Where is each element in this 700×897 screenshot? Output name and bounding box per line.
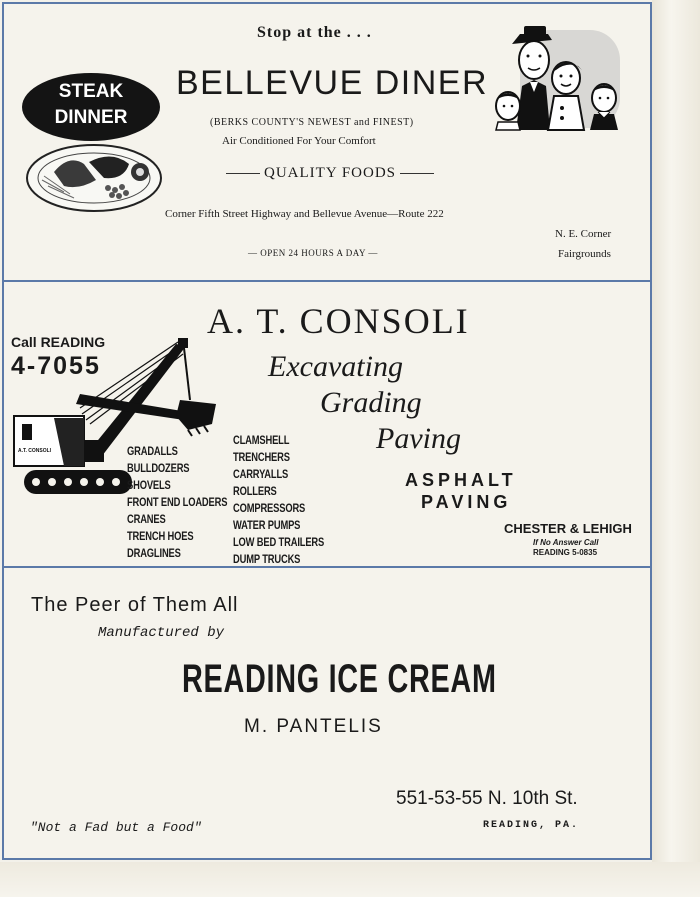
equipment-item: CARRYALLS (233, 467, 289, 481)
diner-hours: — OPEN 24 HOURS A DAY — (248, 248, 378, 258)
badge-line-1: STEAK (58, 81, 124, 102)
equipment-item: SHOVELS (127, 478, 171, 492)
service-excavating: Excavating (268, 350, 403, 383)
ice-cream-slogan: "Not a Fad but a Food" (30, 820, 202, 835)
alt-phone: READING 5-0835 (533, 548, 598, 557)
quality-foods-text: QUALITY FOODS (222, 165, 438, 182)
divider-top (2, 280, 652, 282)
equipment-item: LOW BED TRAILERS (233, 535, 325, 549)
svg-text:A.T. CONSOLI: A.T. CONSOLI (18, 448, 52, 454)
peer-text: The Peer of Them All (31, 594, 239, 616)
equipment-item: ROLLERS (233, 484, 277, 498)
equipment-item: FRONT END LOADERS (127, 495, 228, 509)
equipment-item: GRADALLS (127, 444, 178, 458)
equipment-item: CLAMSHELL (233, 433, 290, 447)
equipment-item: CRANES (127, 512, 166, 526)
consoli-title: A. T. CONSOLI (207, 301, 470, 341)
service-grading: Grading (320, 386, 422, 419)
equipment-list-1 (127, 443, 227, 562)
family-illustration (494, 26, 626, 132)
diner-title: BELLEVUE DINER (176, 64, 488, 102)
ne-corner-text: N. E. Corner (555, 228, 612, 240)
page-bottom (0, 862, 700, 897)
consoli-address: CHESTER & LEHIGH (504, 521, 632, 536)
manufactured-by-text: Manufactured by (98, 625, 225, 641)
no-answer-text: If No Answer Call (533, 538, 599, 547)
steak-plate-illustration (24, 142, 164, 214)
equipment-item: COMPRESSORS (233, 501, 306, 515)
equipment-item: TRENCHERS (233, 450, 290, 464)
divider-bottom (2, 566, 652, 568)
asphalt-line-2: PAVING (421, 492, 512, 512)
owner-name: M. PANTELIS (244, 716, 383, 737)
equipment-item: WATER PUMPS (233, 518, 301, 532)
consoli-phone: 4-7055 (11, 352, 101, 380)
ice-cream-address: 551-53-55 N. 10th St. (396, 788, 578, 809)
badge-line-2: DINNER (54, 107, 128, 128)
air-conditioned-text: Air Conditioned For Your Comfort (222, 135, 376, 147)
equipment-list-2 (233, 432, 324, 568)
steak-dinner-badge (22, 73, 160, 141)
call-reading-text: Call READING (11, 334, 106, 350)
equipment-item: DUMP TRUCKS (233, 552, 301, 566)
ice-cream-brand: READING ICE CREAM (182, 657, 497, 701)
diner-location: Corner Fifth Street Highway and Bellevue Avenue—Route 222 (165, 208, 444, 220)
service-paving: Paving (376, 422, 461, 455)
page-edge (652, 0, 700, 897)
equipment-item: BULLDOZERS (127, 461, 190, 475)
stop-text: Stop at the . . . (257, 24, 372, 41)
asphalt-line-1: ASPHALT (405, 470, 517, 490)
fairgrounds-text: Fairgrounds (558, 248, 611, 260)
equipment-item: DRAGLINES (127, 546, 181, 560)
ice-cream-city: READING, PA. (483, 820, 580, 831)
diner-tagline: (BERKS COUNTY'S NEWEST and FINEST) (210, 117, 414, 128)
asphalt-paving-text (405, 469, 517, 513)
equipment-item: TRENCH HOES (127, 529, 194, 543)
